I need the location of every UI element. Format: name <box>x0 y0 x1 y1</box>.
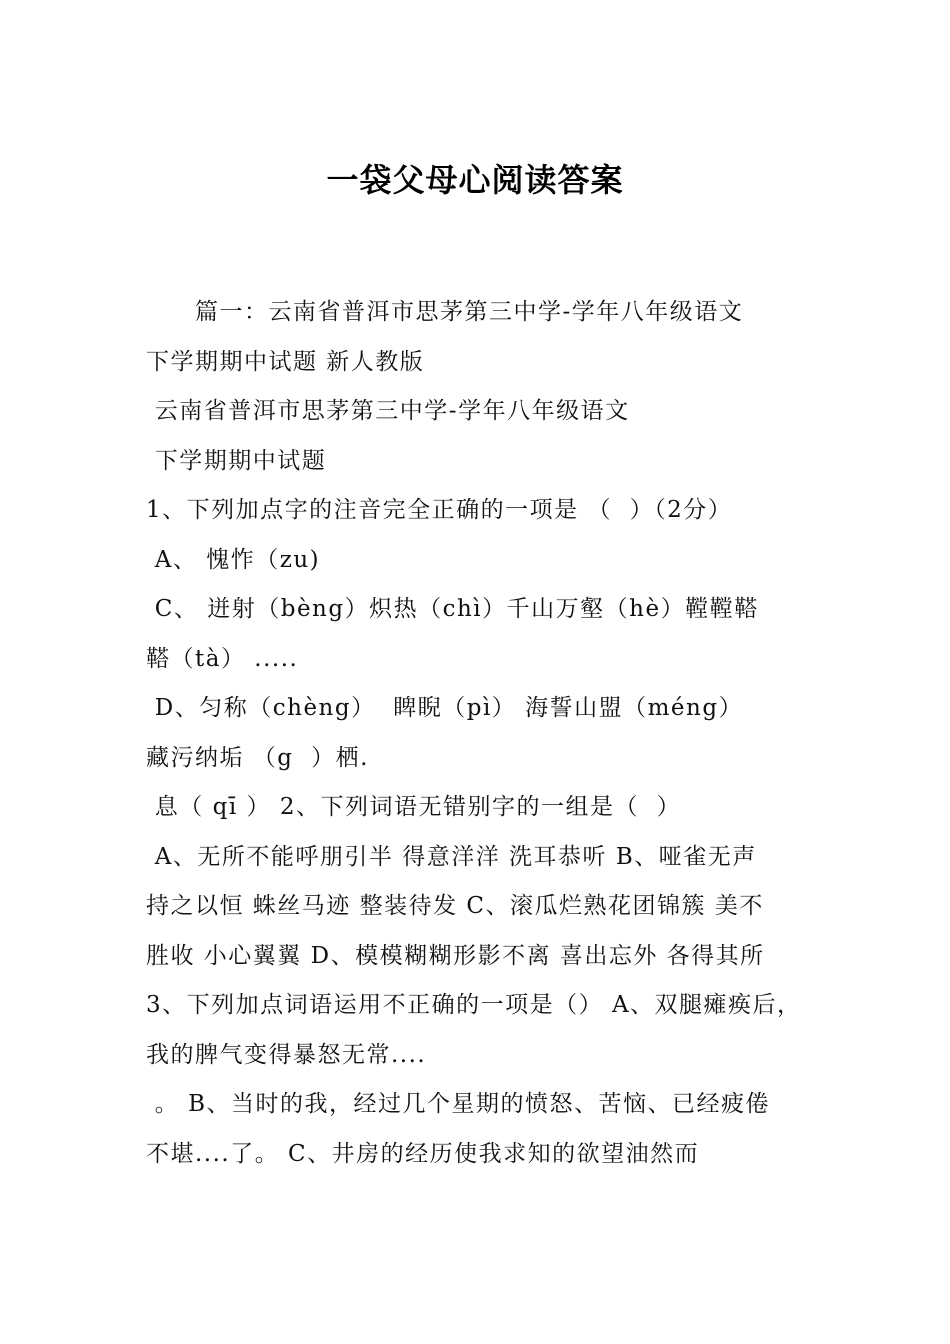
document-title: 一袋父母心阅读答案 <box>326 161 624 199</box>
text-line: 云南省普洱市思茅第三中学-学年八年级语文 <box>146 398 630 424</box>
text-line: 3、下列加点词语运用不正确的一项是（） A、双腿瘫痪后， <box>146 992 802 1018</box>
text-line: 下学期期中试题 新人教版 <box>146 348 425 375</box>
document-body <box>146 288 826 1179</box>
text-line: D、匀称（chèng） 睥睨（pì） 海誓山盟（méng） <box>146 695 744 721</box>
text-line: 下学期期中试题 <box>146 447 327 474</box>
text-line: 持之以恒 蛛丝马迹 整装待发 C、滚瓜烂熟花团锦簇 美不 <box>146 893 764 919</box>
text-line: 篇一：云南省普洱市思茅第三中学-学年八年级语文 <box>146 299 744 325</box>
text-line: 不堪....了。 C、井房的经历使我求知的欲望油然而 <box>146 1140 700 1167</box>
text-line: 1、下列加点字的注音完全正确的一项是 （ ）（2分） <box>146 497 733 523</box>
text-line: 胜收 小心翼翼 D、模模糊糊形影不离 喜出忘外 各得其所 <box>146 942 765 969</box>
text-line: C、 迸射（bèng）炽热（chì）千山万壑（hè）鞺鞺鞳 <box>146 596 759 622</box>
text-line: A、 愧怍（zu) <box>146 546 321 573</box>
text-line: 藏污纳垢 （g ）栖. <box>146 744 369 771</box>
text-line: A、无所不能呼朋引半 得意洋洋 洗耳恭听 B、哑雀无声 <box>146 843 757 870</box>
text-line: 。 B、当时的我，经过几个星期的愤怒、苦恼、已经疲倦 <box>146 1091 771 1117</box>
text-line: 我的脾气变得暴怒无常.... <box>146 1041 427 1068</box>
text-line: 鞳（tà） ..... <box>146 645 299 672</box>
text-line: 息（ qī ） 2、下列词语无错别字的一组是（ ） <box>146 794 682 820</box>
